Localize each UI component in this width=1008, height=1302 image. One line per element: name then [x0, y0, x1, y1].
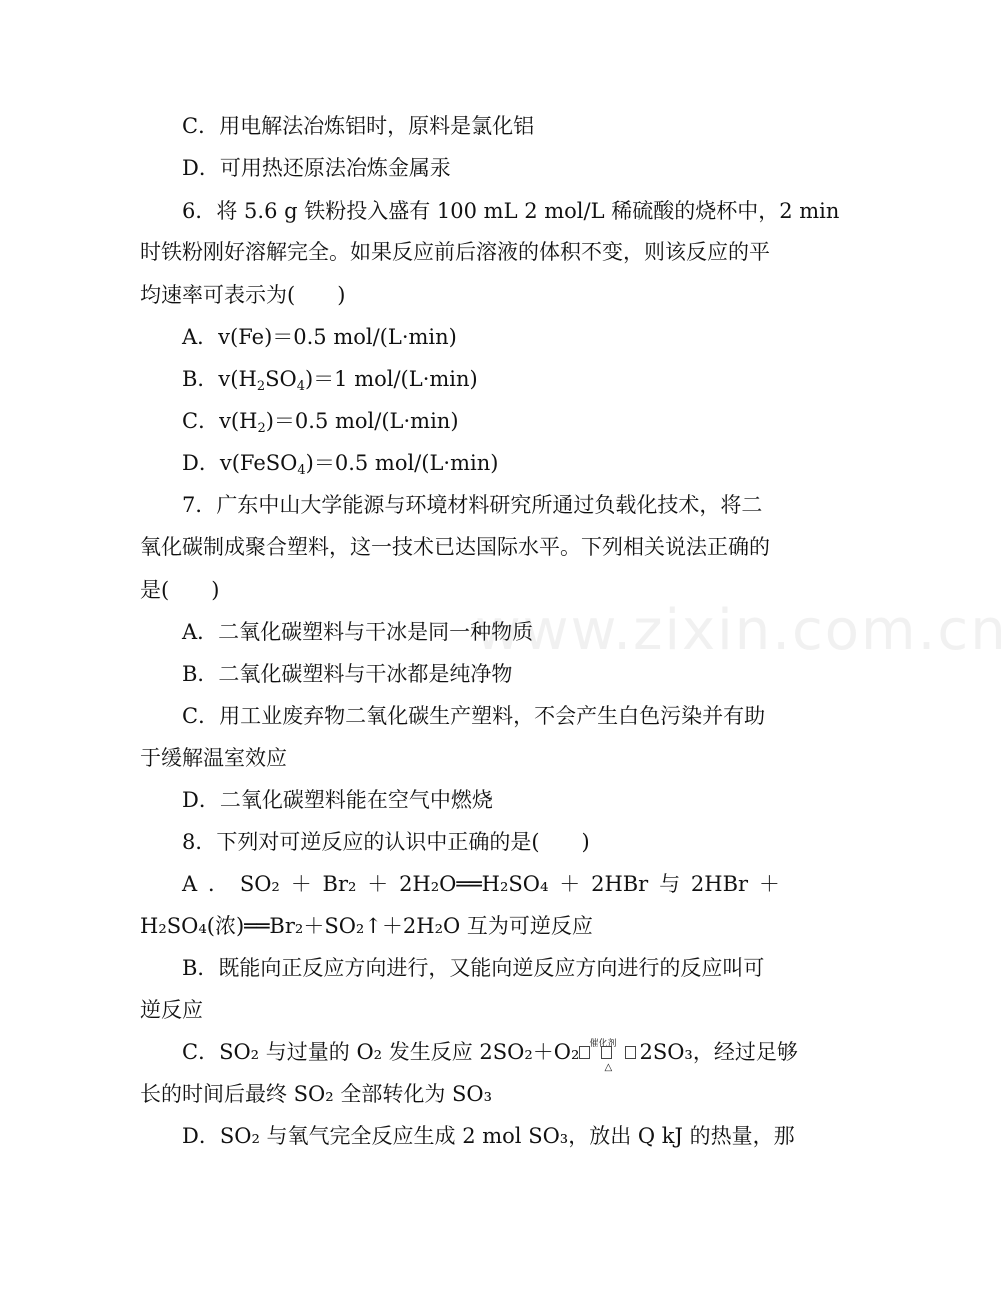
q8a-token: ＋	[290, 872, 312, 896]
subscript: 4	[296, 379, 305, 394]
q6-option-a: A．v(Fe)＝0.5 mol/(L·min)	[182, 325, 457, 349]
q8a-token: 与	[659, 872, 681, 896]
q8a-token: 2H₂O══H₂SO₄	[399, 872, 549, 896]
q6b-text: B．v(H	[182, 367, 257, 391]
watermark: www.zixin.com.cn	[475, 598, 1008, 663]
q7-option-a: A．二氧化碳塑料与干冰是同一种物质	[182, 620, 534, 644]
subscript: 2	[257, 421, 266, 436]
q6b-text: SO	[265, 367, 297, 391]
q8-option-b-line2: 逆反应	[140, 998, 203, 1022]
subscript: 2	[256, 379, 266, 394]
q6-stem-line2: 时铁粉刚好溶解完全。如果反应前后溶液的体积不变，则该反应的平	[140, 240, 770, 264]
catalyst-label: 催化剂	[589, 1039, 617, 1049]
q7-option-b: B．二氧化碳塑料与干冰都是纯净物	[182, 662, 513, 686]
q8a-token: A	[182, 872, 198, 896]
q8a-token: 2HBr	[591, 872, 649, 896]
q8a-token: ＋	[367, 872, 389, 896]
missing-glyph-box	[625, 1046, 636, 1059]
q7-option-d: D．二氧化碳塑料能在空气中燃烧	[182, 788, 493, 812]
q8-option-c-line1	[182, 1038, 798, 1073]
q8a-token: ＋	[758, 872, 780, 896]
q8c-text: 2SO₃，经过足够	[639, 1040, 798, 1064]
q7-option-c-line1: C．用工业废弃物二氧化碳生产塑料，不会产生白色污染并有助	[182, 704, 766, 728]
q6-option-c	[182, 407, 459, 435]
q6-option-b	[182, 365, 478, 393]
q7-stem-line3: 是( )	[140, 578, 220, 602]
q8a-token: 2HBr	[690, 872, 749, 896]
q7-stem-line2: 氧化碳制成聚合塑料，这一技术已达国际水平。下列相关说法正确的	[140, 535, 770, 559]
q7-option-c-line2: 于缓解温室效应	[140, 746, 287, 770]
q6-stem-line1: 6．将 5.6 g 铁粉投入盛有 100 mL 2 mol/L 稀硫酸的烧杯中，2 min	[182, 199, 840, 223]
q6-option-d	[182, 449, 498, 477]
q8-stem: 8．下列对可逆反应的认识中正确的是( )	[182, 830, 590, 854]
q8a-token: Br₂	[322, 872, 357, 896]
subscript: 4	[297, 463, 306, 478]
q8-option-a-line2: H₂SO₄(浓)══Br₂＋SO₂↑＋2H₂O 互为可逆反应	[140, 914, 593, 938]
q8-option-c-line2: 长的时间后最终 SO₂ 全部转化为 SO₃	[140, 1082, 493, 1106]
heat-symbol: △	[604, 1062, 613, 1073]
q8c-text: C．SO₂ 与过量的 O₂ 发生反应 2SO₂＋O₂	[182, 1040, 580, 1064]
reversible-arrow-placeholder	[579, 1038, 639, 1073]
q5-option-c: C．用电解法冶炼铝时，原料是氯化铝	[182, 114, 535, 138]
q8a-token: ．	[208, 872, 229, 896]
q6-stem-line3: 均速率可表示为( )	[140, 283, 346, 307]
q5-option-d: D．可用热还原法冶炼金属汞	[182, 156, 451, 180]
q6d-text: D．v(FeSO	[182, 451, 298, 475]
q6b-text: )＝1 mol/(L·min)	[304, 367, 478, 391]
q6c-text: C．v(H	[182, 409, 258, 433]
q7-stem-line1: 7．广东中山大学能源与环境材料研究所通过负载化技术，将二	[182, 493, 763, 517]
q8a-token: SO₂	[239, 872, 280, 896]
q6d-text: )＝0.5 mol/(L·min)	[305, 451, 499, 475]
q8a-token: ＋	[559, 872, 581, 896]
q8-option-a-line1	[182, 870, 780, 898]
q8-option-d-line1: D．SO₂ 与氧气完全反应生成 2 mol SO₃，放出 Q kJ 的热量，那	[182, 1124, 795, 1148]
q6c-text: )＝0.5 mol/(L·min)	[265, 409, 459, 433]
q8-option-b-line1: B．既能向正反应方向进行，又能向逆反应方向进行的反应叫可	[182, 956, 765, 980]
